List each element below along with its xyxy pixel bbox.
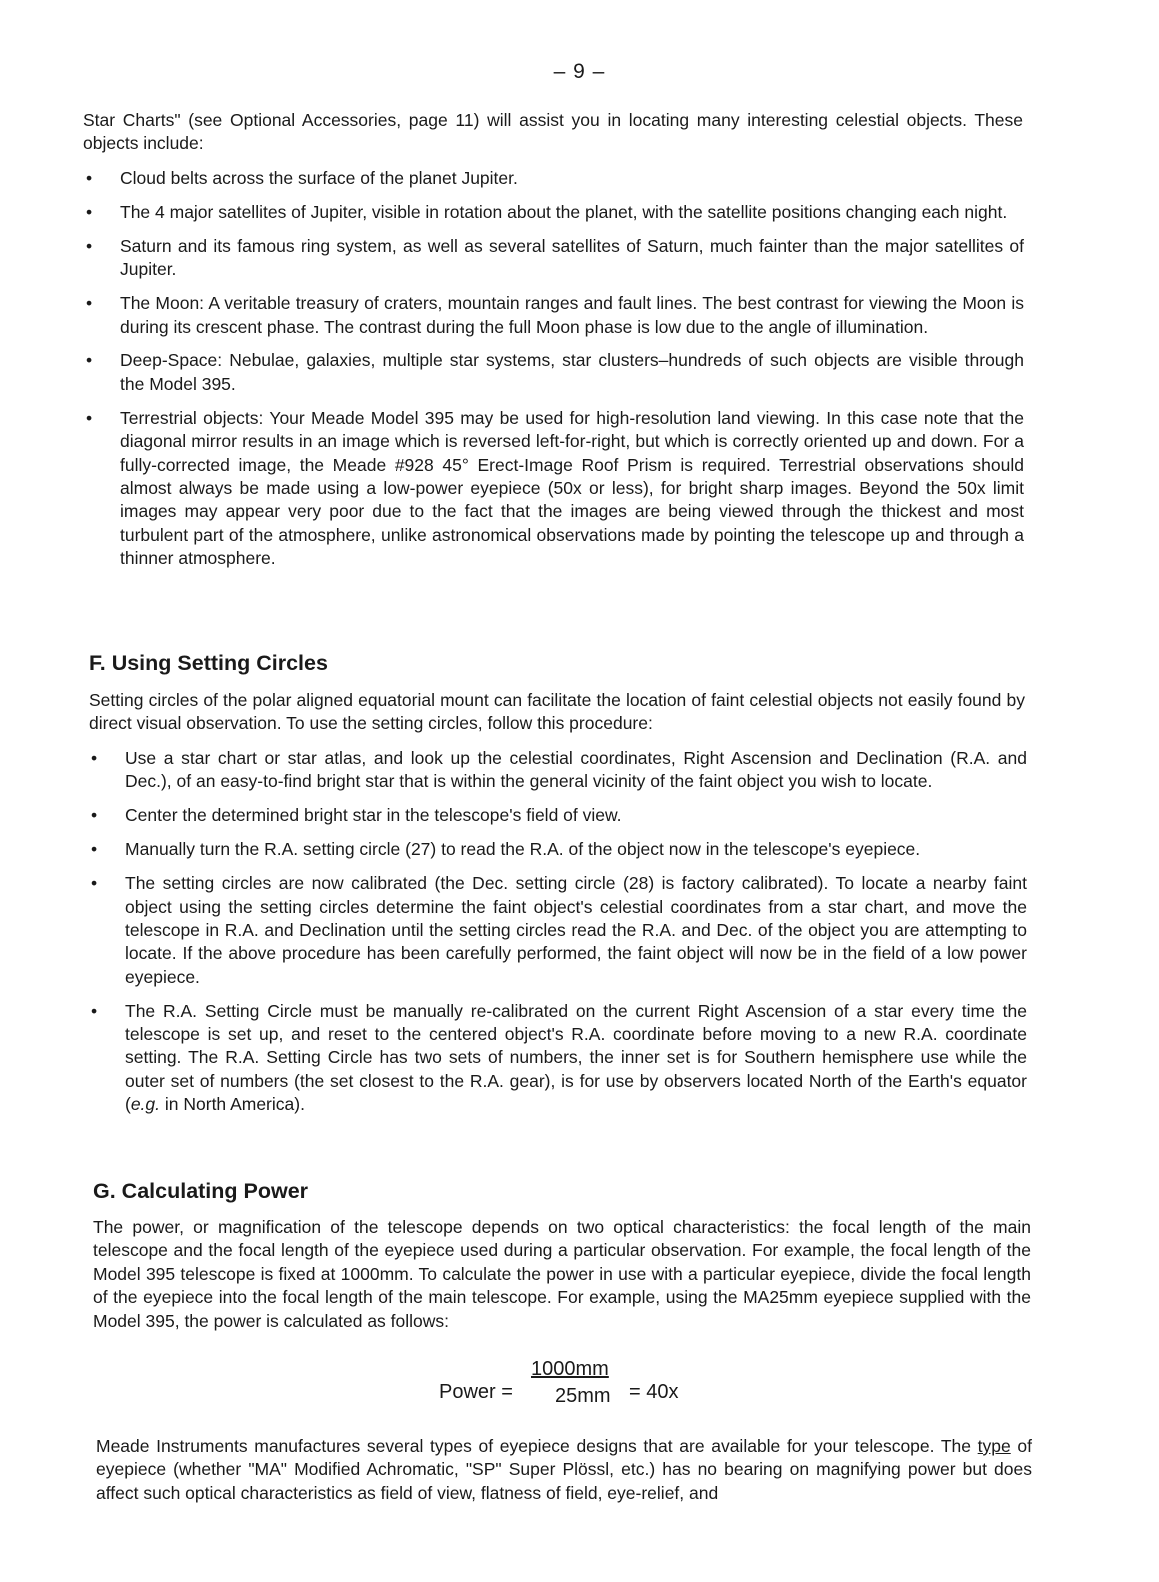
list-item: [84, 407, 1024, 571]
list-item: [84, 167, 1024, 190]
bullet-icon: •: [86, 350, 93, 371]
list-item: [84, 201, 1024, 224]
list-item-text-end: in North America).: [160, 1094, 305, 1115]
celestial-objects-list: [84, 167, 1024, 581]
list-item-text: The R.A. Setting Circle must be manually re-calibrated on the current Right Ascension of a star every time the telescope is set up, and reset to the centered object's R.A. coordinate before moving to a new R.A. coordinate setting. The R.A. Setting Circle has two sets of numbers, the inner set is for Southern hemisphere use while the outer set of numbers (the set closest to the R.A. gear), is for use by observers located North of the Earth's equator (: [125, 1000, 1027, 1115]
bullet-icon: •: [91, 873, 98, 894]
type-word: type: [977, 1436, 1011, 1456]
list-item-text: Deep-Space: Nebulae, galaxies, multiple star systems, star clusters–hundreds of such objects are visible through the Model 395.: [120, 350, 1024, 394]
list-item: [84, 292, 1024, 339]
intro-paragraph: Star Charts" (see Optional Accessories, page 11) will assist you in locating many interesting celestial objects. These objects include:: [83, 110, 1023, 154]
setting-circles-steps: [89, 747, 1027, 1127]
bullet-icon: •: [91, 748, 98, 768]
formula-denominator: 25mm: [555, 1385, 611, 1407]
formula-lhs: Power =: [439, 1381, 513, 1403]
setting-circles-intro: Setting circles of the polar aligned equatorial mount can facilitate the location of faint celestial objects not easily found by direct visual observation. To use the setting circles, follow this procedure:: [89, 690, 1025, 734]
formula-numerator: 1000mm: [531, 1358, 609, 1380]
list-item: [84, 349, 1024, 396]
list-item-text: Center the determined bright star in the telescope's field of view.: [125, 805, 622, 826]
power-formula: [0, 1358, 1159, 1418]
list-item-text: Manually turn the R.A. setting circle (27) to read the R.A. of the object now in the telescope's eyepiece.: [125, 839, 921, 860]
eg-abbreviation: e.g.: [130, 1094, 161, 1115]
bullet-icon: •: [86, 201, 93, 222]
list-item: [89, 747, 1027, 794]
formula-result: = 40x: [629, 1381, 679, 1403]
list-item: [84, 235, 1024, 282]
bullet-icon: •: [91, 839, 98, 860]
list-item: [89, 804, 1027, 827]
list-item-text: The setting circles are now calibrated (the Dec. setting circle (28) is factory calibrated). To locate a nearby faint object using the setting circles determine the faint object's celestial coordinates from a star chart, and move the telescope in R.A. and Declination until the setting circles read the R.A. and Dec. of the object you are attempting to locate. If the above procedure has been carefully performed, the faint object will now be in the field of a low power eyepiece.: [125, 873, 1027, 987]
list-item: [89, 1000, 1027, 1117]
bullet-icon: •: [91, 1000, 98, 1021]
closing-text-start: Meade Instruments manufactures several types of eyepiece designs that are available for your telescope. The: [96, 1436, 978, 1456]
eyepiece-types-paragraph: [96, 1435, 1032, 1505]
section-heading-calculating-power: G. Calculating Power: [93, 1179, 309, 1203]
section-heading-setting-circles: F. Using Setting Circles: [89, 651, 328, 675]
list-item-text: Saturn and its famous ring system, as well as several satellites of Saturn, much fainter than the major satellites of Jupiter.: [120, 235, 1024, 280]
list-item: [89, 838, 1027, 861]
closing-text-end: of eyepiece (whether "MA" Modified Achromatic, "SP" Super Plössl, etc.) has no bearing on magnifying power but does affect such optical characteristics as field of view, flatness of field, eye-relief, and: [96, 1436, 1032, 1503]
list-item: [89, 872, 1027, 989]
list-item-text: Use a star chart or star atlas, and look up the celestial coordinates, Right Ascension and Declination (R.A. and Dec.), of an easy-to-find bright star that is within the general vicinity of the faint object you wish to locate.: [125, 748, 1027, 792]
bullet-icon: •: [86, 168, 93, 188]
list-item-text: The Moon: A veritable treasury of craters, mountain ranges and fault lines. The best contrast for viewing the Moon is during its crescent phase. The contrast during the full Moon phase is low due to the angle of illumination.: [120, 293, 1024, 337]
page-number: – 9 –: [553, 60, 606, 83]
list-item-text: Cloud belts across the surface of the planet Jupiter.: [120, 168, 518, 188]
list-item-text: Terrestrial objects: Your Meade Model 395 may be used for high-resolution land viewing. In this case note that the diagonal mirror results in an image which is reversed left-for-right, but which is correctly oriented up and down. For a fully-corrected image, the Meade #928 45° Erect-Image Roof Prism is required. Terrestrial observations should almost always be made using a low-power eyepiece (50x or less), for bright sharp images. Beyond the 50x limit images may appear very poor due to the fact that the images are being viewed through the thickest and most turbulent part of the atmosphere, unlike astronomical observations made by pointing the telescope up and through a thinner atmosphere.: [120, 407, 1024, 569]
bullet-icon: •: [91, 805, 98, 826]
bullet-icon: •: [86, 407, 93, 428]
calculating-power-paragraph: The power, or magnification of the telescope depends on two optical characteristics: the focal length of the main telescope and the focal length of the eyepiece used during a particular observation. For example, the focal length of the Model 395 telescope is fixed at 1000mm. To calculate the power in use with a particular eyepiece, divide the focal length of the eyepiece into the focal length of the main telescope. For example, using the MA25mm eyepiece supplied with the Model 395, the power is calculated as follows:: [93, 1217, 1031, 1331]
bullet-icon: •: [86, 235, 93, 256]
list-item-text: The 4 major satellites of Jupiter, visible in rotation about the planet, with the satellite positions changing each night.: [120, 201, 1008, 222]
bullet-icon: •: [86, 293, 93, 314]
